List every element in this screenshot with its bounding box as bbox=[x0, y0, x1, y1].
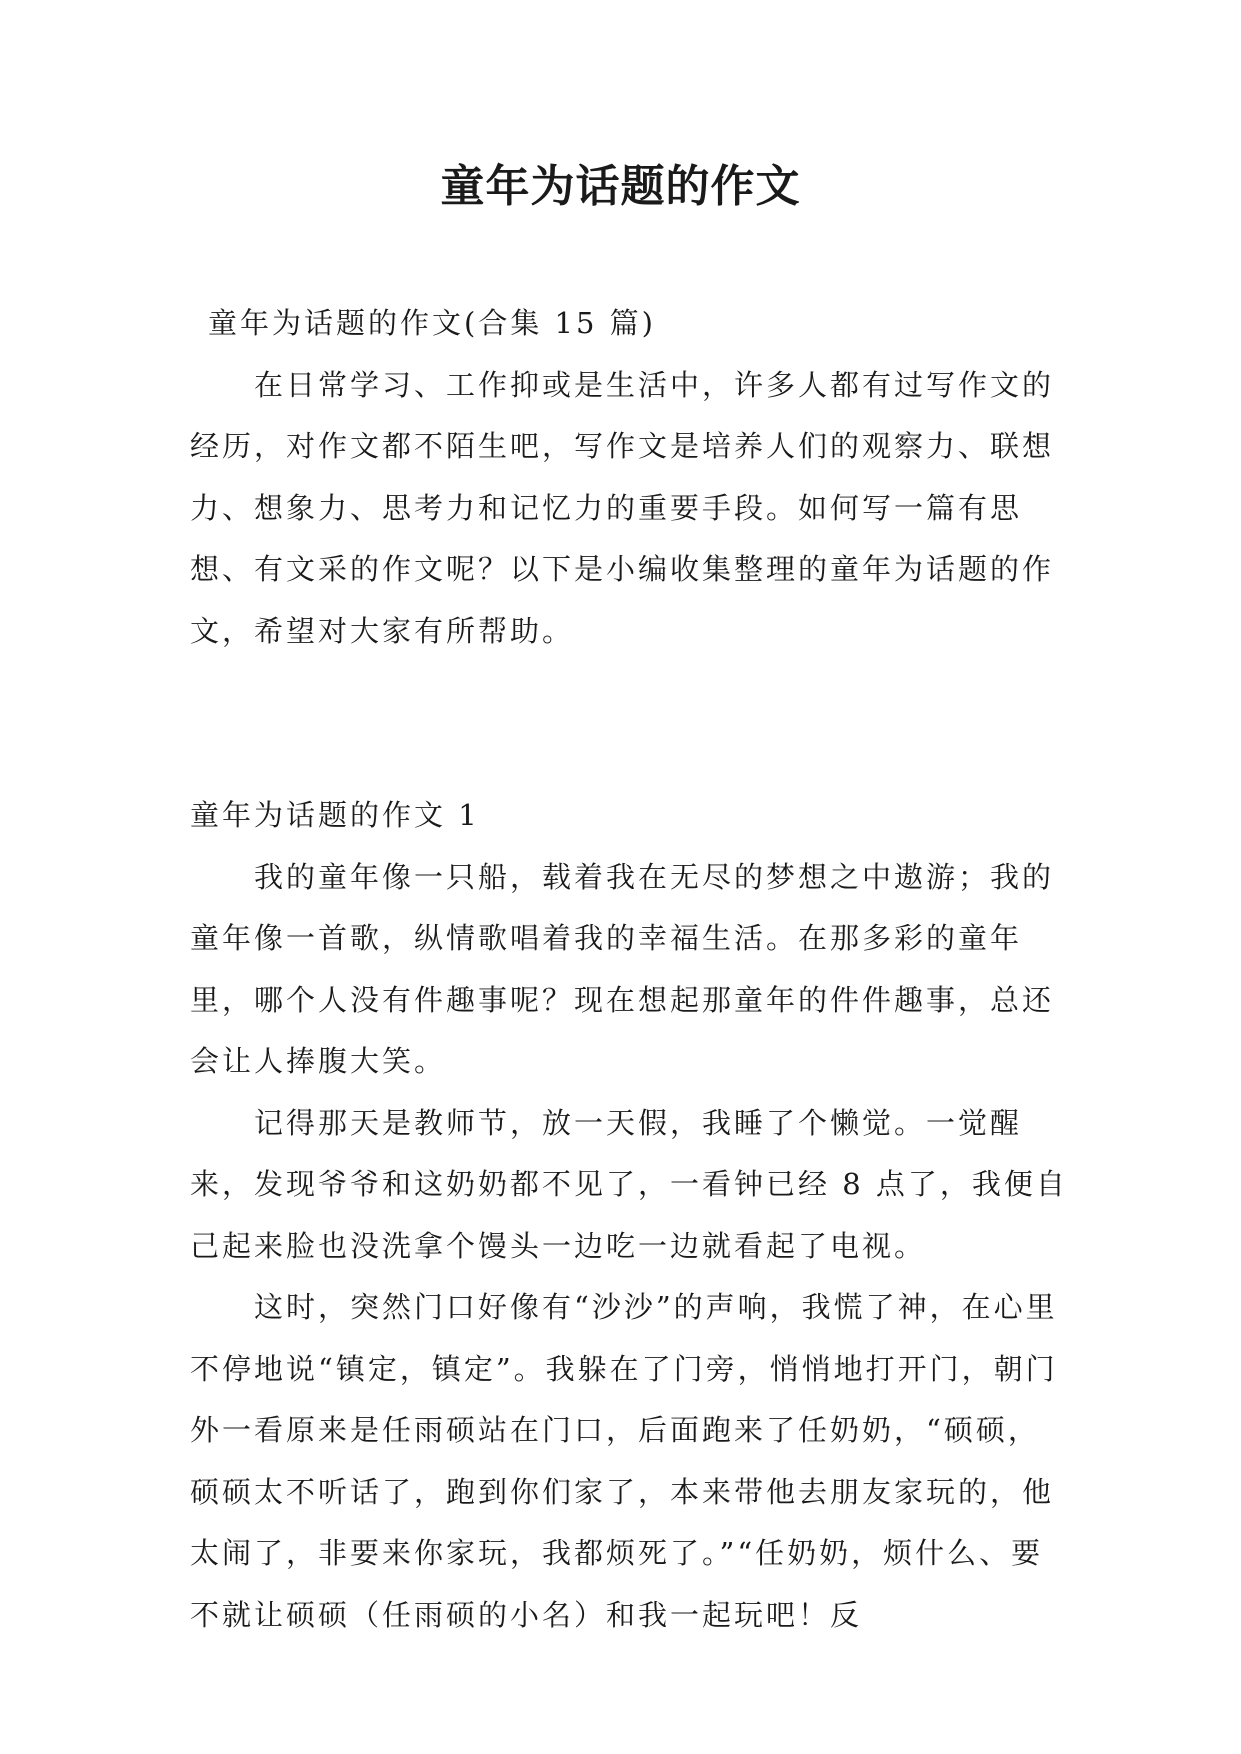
section-heading: 童年为话题的作文 1 bbox=[190, 798, 480, 832]
body-paragraph: 我的童年像一只船，载着我在无尽的梦想之中遨游；我的童年像一首歌，纵情歌唱着我的幸福生活。在那多彩的童年里，哪个人没有件趣事呢？现在想起那童年的件件趣事，总还会让人捧腹大笑。 bbox=[190, 859, 1055, 1078]
body-paragraph: 记得那天是教师节，放一天假，我睡了个懒觉。一觉醒来，发现爷爷和这奶奶都不见了，一看钟已经 8 点了，我便自己起来脸也没洗拿个馒头一边吃一边就看起了电视。 bbox=[190, 1105, 1068, 1263]
document-title: 童年为话题的作文 bbox=[440, 161, 801, 212]
body-paragraph: 这时，突然门口好像有“沙沙”的声响，我慌了神，在心里不停地说“镇定，镇定”。我躲在了门旁，悄悄地打开门，朝门外一看原来是任雨硕站在门口，后面跑来了任奶奶，“硕硕，硕硕太不听话了，跑到你们家了，本来带他去朋友家玩的，他太闹了，非要来你家玩，我都烦死了。”“任奶奶，烦什么、要不就让硕硕（任雨硕的小名）和我一起玩吧！反 bbox=[190, 1290, 1058, 1632]
intro-paragraph: 在日常学习、工作抑或是生活中，许多人都有过写作文的经历，对作文都不陌生吧，写作文是培养人们的观察力、联想力、想象力、思考力和记忆力的重要手段。如何写一篇有思想、有文采的作文呢？以下是小编收集整理的童年为话题的作文，希望对大家有所帮助。 bbox=[190, 367, 1055, 648]
section-spacer bbox=[190, 662, 1070, 785]
document-subtitle: 童年为话题的作文(合集 15 篇) bbox=[208, 306, 656, 340]
document-body bbox=[190, 293, 1070, 1646]
